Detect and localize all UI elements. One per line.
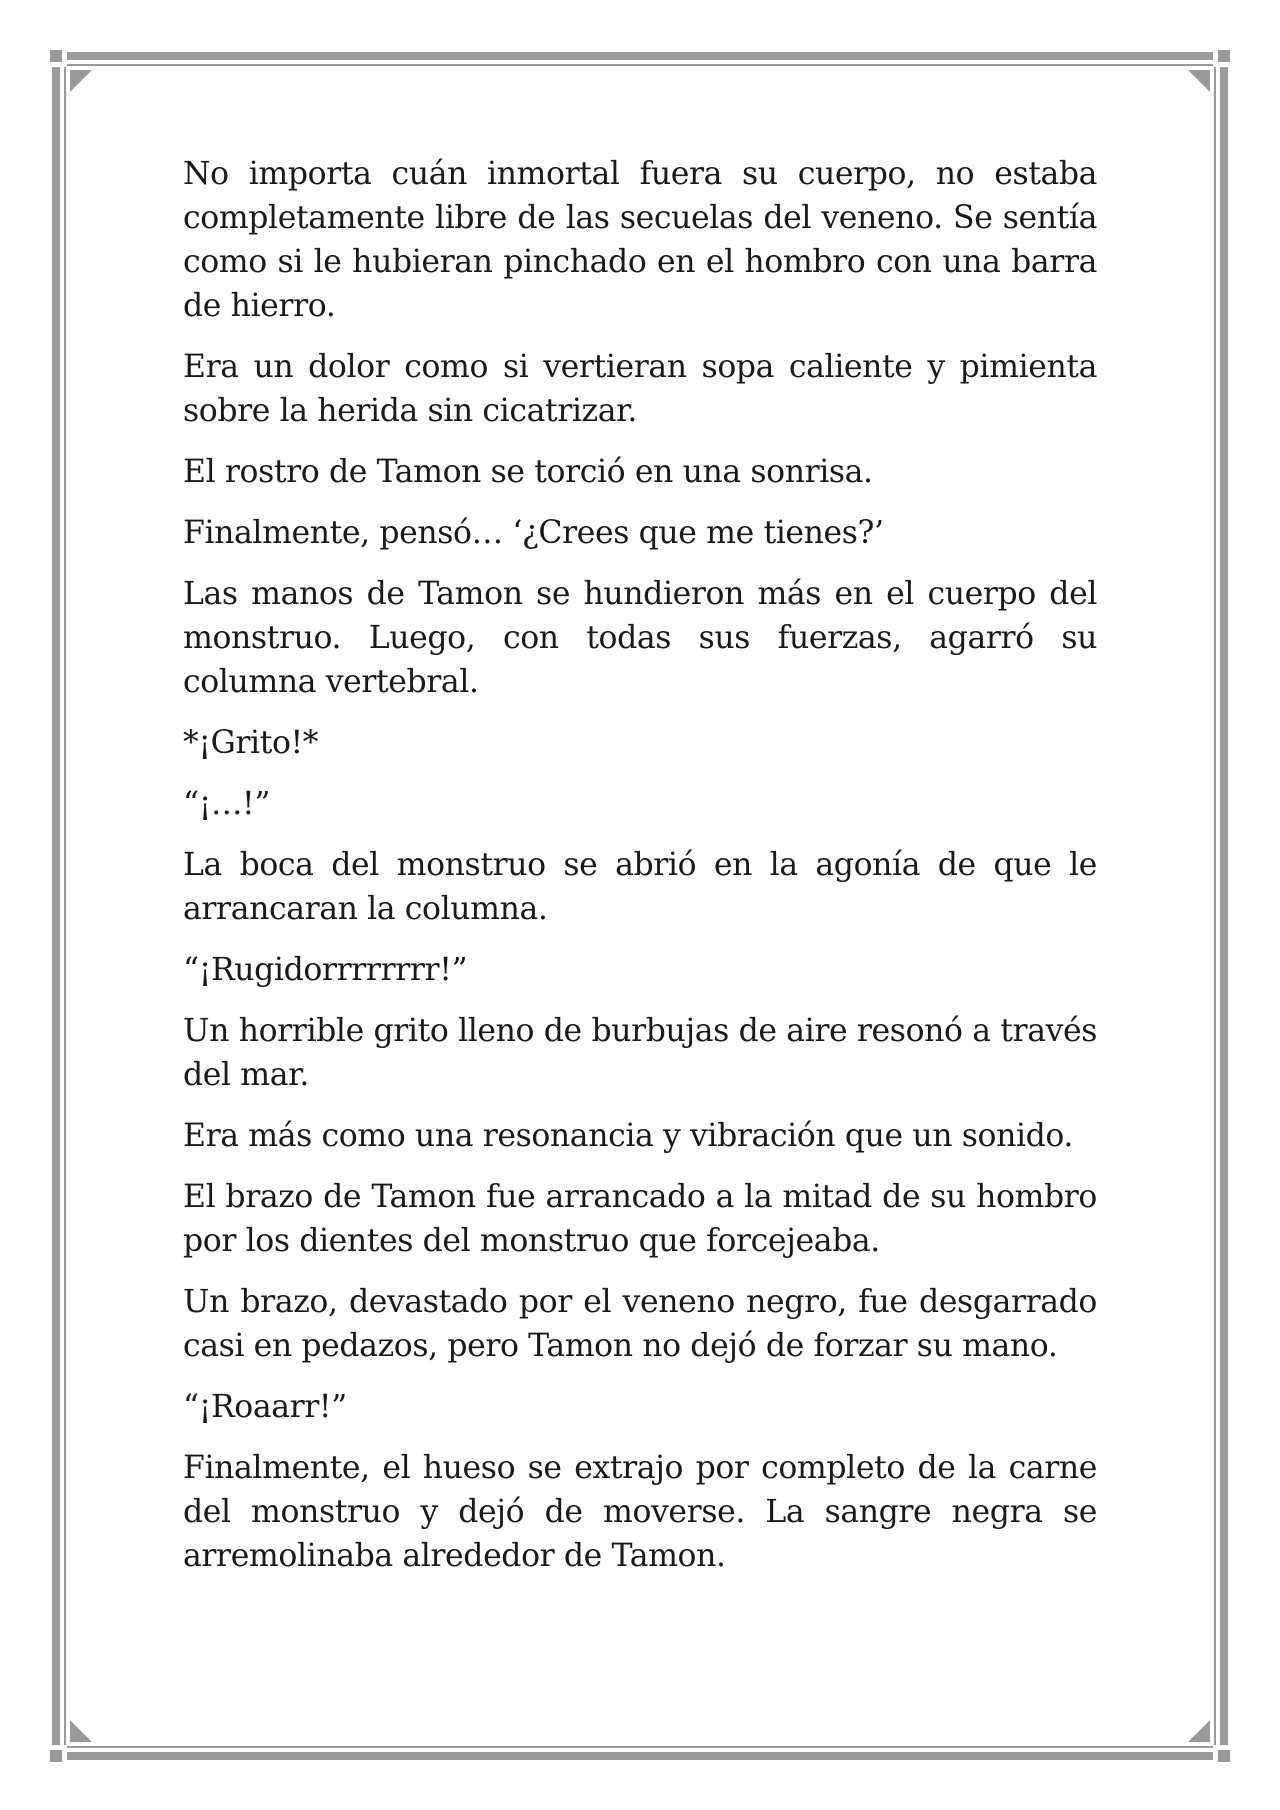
paragraph: Era más como una resonancia y vibración que un sonido. (183, 1118, 1074, 1154)
paragraph: No importa cuán inmortal fuera su cuerpo, no estaba completamente libre de las secuelas del veneno. Se sentía como si le hubieran pinchado en el hombro con una barra de hierro. (183, 156, 1097, 324)
paragraph: Finalmente, el hueso se extrajo por completo de la carne del monstruo y dejó de moverse. La sangre negra se arremolinaba alrededor de Tamon. (183, 1450, 1097, 1574)
paragraph: Un brazo, devastado por el veneno negro, fue desgarrado casi en pedazos, pero Tamon no dejó de forzar su mano. (183, 1284, 1097, 1364)
paragraph: Era un dolor como si vertieran sopa caliente y pimienta sobre la herida sin cicatrizar. (183, 349, 1097, 429)
page-body-text (183, 152, 1097, 1595)
paragraph: Las manos de Tamon se hundieron más en el cuerpo del monstruo. Luego, con todas sus fuerzas, agarró su columna vertebral. (183, 576, 1097, 700)
paragraph: “¡Rugidorrrrrrrr!” (183, 952, 468, 988)
paragraph: La boca del monstruo se abrió en la agonía de que le arrancaran la columna. (183, 847, 1097, 927)
paragraph: Un horrible grito lleno de burbujas de aire resonó a través del mar. (183, 1013, 1097, 1093)
paragraph: “¡Roaarr!” (183, 1389, 347, 1425)
paragraph: *¡Grito!* (183, 725, 319, 761)
paragraph: El brazo de Tamon fue arrancado a la mitad de su hombro por los dientes del monstruo que forcejeaba. (183, 1179, 1097, 1259)
paragraph: Finalmente, pensó… ‘¿Crees que me tienes?’ (183, 515, 884, 551)
paragraph: El rostro de Tamon se torció en una sonrisa. (183, 454, 873, 490)
paragraph: “¡…!” (183, 786, 271, 822)
